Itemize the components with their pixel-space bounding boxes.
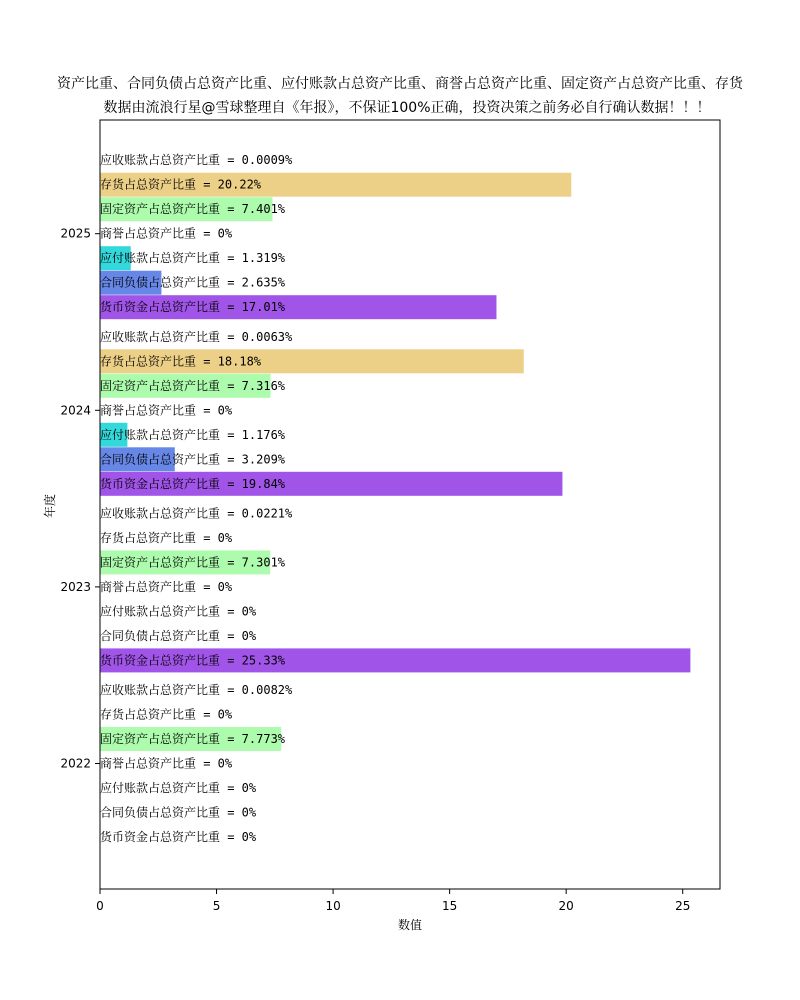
x-tick-label-25: 25 bbox=[675, 899, 691, 913]
x-axis bbox=[96, 889, 690, 913]
bar-label-2023-4: 商誉占总资产比重 = 0% bbox=[100, 579, 233, 594]
bar-label-2024-4: 商誉占总资产比重 = 0% bbox=[100, 403, 233, 418]
bar-label-2024-5: 固定资产占总资产比重 = 7.316% bbox=[100, 378, 286, 393]
bar-label-2023-2: 合同负债占总资产比重 = 0% bbox=[100, 628, 257, 643]
bar-label-2023-5: 固定资产占总资产比重 = 7.301% bbox=[100, 555, 286, 570]
bar-label-2024-3: 应付账款占总资产比重 = 1.176% bbox=[100, 427, 286, 442]
bar-label-2023-6: 存货占总资产比重 = 0% bbox=[100, 530, 233, 545]
x-axis-label: 数值 bbox=[397, 918, 423, 932]
x-tick-label-5: 5 bbox=[212, 899, 221, 913]
chart-title-line-1: 资产比重、合同负债占总资产比重、应付账款占总资产比重、商誉占总资产比重、固定资产占总资产比重、存货 bbox=[57, 76, 743, 92]
bar-label-2022-7: 应收账款占总资产比重 = 0.0082% bbox=[100, 683, 293, 697]
bar-label-2025-6: 存货占总资产比重 = 20.22% bbox=[100, 177, 262, 192]
y-axis-label: 年度 bbox=[43, 493, 57, 519]
bar-label-2024-2: 合同负债占总资产比重 = 3.209% bbox=[100, 452, 286, 467]
chart-title-line-2: 数据由流浪行星@雪球整理自《年报》，不保证100%正确，投资决策之前务必自行确认数据！！！ bbox=[103, 100, 711, 116]
bar-label-2022-6: 存货占总资产比重 = 0% bbox=[100, 707, 233, 722]
x-tick-label-0: 0 bbox=[96, 899, 104, 913]
chart-title bbox=[57, 75, 744, 116]
bar-label-2025-4: 商誉占总资产比重 = 0% bbox=[100, 226, 233, 241]
bar-label-2022-5: 固定资产占总资产比重 = 7.773% bbox=[100, 732, 286, 746]
bar-label-2022-3: 应付账款占总资产比重 = 0% bbox=[100, 781, 257, 795]
y-axis bbox=[60, 227, 100, 771]
bar-label-2024-1: 货币资金占总资产比重 = 19.84% bbox=[100, 476, 286, 491]
y-tick-label-2025: 2025 bbox=[60, 226, 91, 241]
bar-label-2022-1: 货币资金占总资产比重 = 0% bbox=[100, 830, 257, 844]
bar-label-2025-1: 货币资金占总资产比重 = 17.01% bbox=[100, 300, 286, 315]
bar-label-2024-6: 存货占总资产比重 = 18.18% bbox=[100, 354, 262, 369]
y-tick-label-2022: 2022 bbox=[60, 756, 91, 771]
bar-label-2025-3: 应付账款占总资产比重 = 1.319% bbox=[100, 251, 286, 266]
bar-label-2025-7: 应收账款占总资产比重 = 0.0009% bbox=[100, 153, 293, 168]
bar-label-2024-7: 应收账款占总资产比重 = 0.0063% bbox=[100, 329, 293, 344]
bar-labels-group bbox=[100, 152, 293, 844]
x-tick-label-20: 20 bbox=[558, 899, 574, 913]
bar-label-2025-5: 固定资产占总资产比重 = 7.401% bbox=[100, 202, 286, 217]
x-tick-label-10: 10 bbox=[325, 899, 341, 913]
x-tick-label-15: 15 bbox=[441, 899, 458, 913]
bar-label-2023-7: 应收账款占总资产比重 = 0.0221% bbox=[100, 506, 293, 521]
bar-label-2022-4: 商誉占总资产比重 = 0% bbox=[100, 756, 233, 771]
bar-label-2022-2: 合同负债占总资产比重 = 0% bbox=[100, 805, 257, 820]
y-tick-label-2024: 2024 bbox=[60, 403, 91, 418]
bar-label-2023-3: 应付账款占总资产比重 = 0% bbox=[100, 604, 257, 619]
bar-label-2025-2: 合同负债占总资产比重 = 2.635% bbox=[100, 275, 286, 290]
y-tick-label-2023: 2023 bbox=[60, 579, 91, 594]
bar-label-2023-1: 货币资金占总资产比重 = 25.33% bbox=[100, 653, 286, 668]
